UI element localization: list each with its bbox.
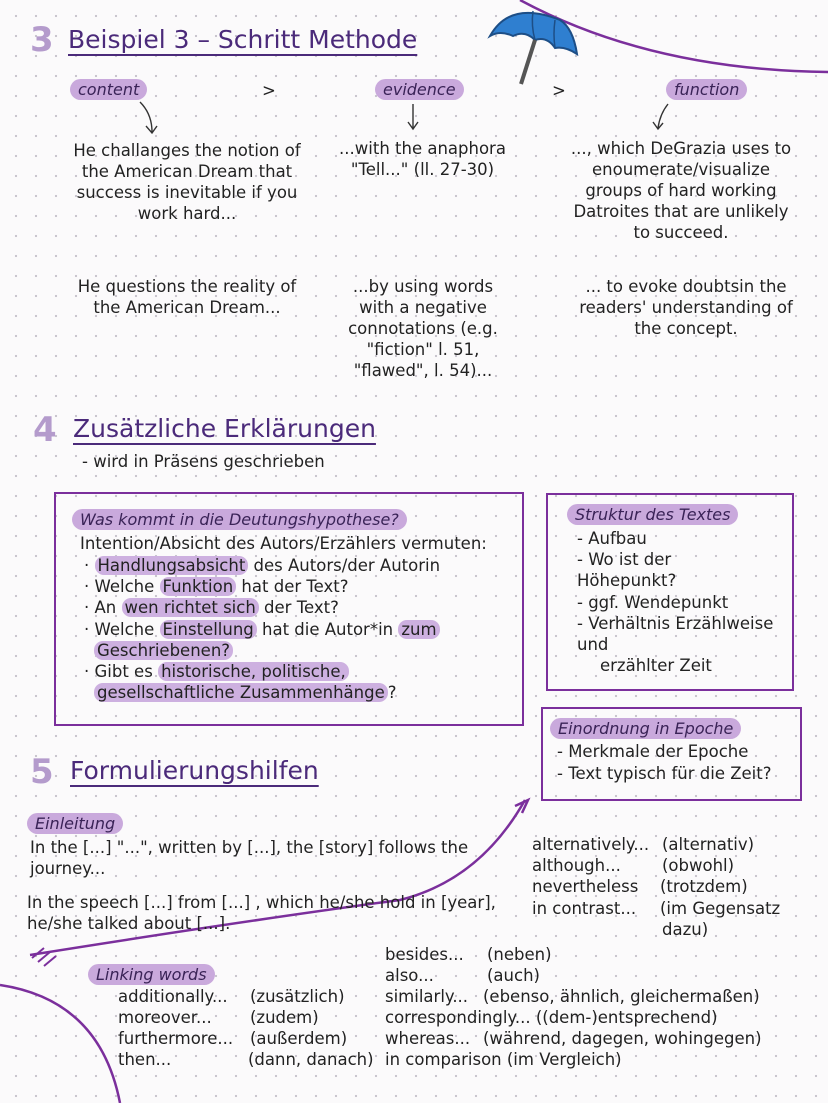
linking-label: Linking words: [88, 964, 215, 985]
struktur-item: - Wo ist der: [577, 550, 672, 569]
deutung-text: hat der Text?: [236, 577, 349, 596]
struktur-item: erzählter Zeit: [600, 656, 712, 675]
row2-content: He questions the reality of the American Dream...: [77, 277, 297, 317]
link-mid-meaning: (auch): [487, 966, 540, 985]
einleitung-p2: In the speech [...] from [...] , which he/she hold in [year], he/she talked about [...].: [27, 893, 496, 933]
hl-einstellung: Einstellung: [160, 620, 257, 639]
section-number-3: 3: [30, 20, 54, 60]
deutung-item-4b: [94, 640, 233, 661]
umbrella-icon: [485, 6, 580, 88]
hl-funktion: Funktion: [160, 577, 237, 596]
struktur-item: Höhepunkt?: [577, 571, 677, 590]
row1-content: He challanges the notion of the American Dream that success is inevitable if you work hard...: [73, 141, 301, 223]
link-right-word: although...: [532, 856, 621, 875]
row2-function: ... to evoke doubtsin the readers' understanding of the concept.: [579, 277, 793, 338]
row2-evidence: ...by using words with a negative connotations (e.g. "fiction" l. 51, "flawed", l. 54)...: [348, 277, 498, 380]
row1-evidence: ...with the anaphora "Tell..." (ll. 27-30): [339, 139, 506, 179]
deutung-title: Was kommt in die Deutungshypothese?: [72, 509, 407, 530]
section-title-5: Formulierungshilfen: [70, 756, 319, 785]
hl-zum: zum: [398, 620, 439, 639]
einleitung-label: Einleitung: [27, 813, 123, 834]
arrow-2: >: [552, 81, 566, 100]
link-mid-word: correspondingly... ((dem-)entsprechend): [385, 1008, 718, 1027]
link-left-meaning: (dann, danach): [248, 1050, 374, 1069]
deutung-text: der Text?: [258, 598, 339, 617]
einleitung-p1: In the [...] "...", written by [...], the [story] follows the journey...: [30, 838, 469, 878]
link-mid-word: similarly...: [385, 987, 469, 1006]
deutung-text: ?: [387, 683, 397, 702]
link-right-word: alternatively...: [532, 835, 650, 854]
section-number-5: 5: [30, 752, 54, 792]
column-label-function: function: [666, 79, 747, 100]
column-label-evidence: evidence: [375, 79, 464, 100]
deutung-text: hat die Autor*in: [256, 620, 399, 639]
hl-handlungsabsicht: Handlungsabsicht: [95, 556, 249, 575]
row1-function: ..., which DeGrazia uses to enoumerate/visualize groups of hard working Datroites that are unlikely to succeed.: [570, 139, 792, 242]
link-left-meaning: (zusätzlich): [250, 987, 345, 1006]
section-title-4: Zusätzliche Erklärungen: [73, 414, 376, 443]
deutung-text: Gibt es: [94, 662, 159, 681]
column-label-content: content: [70, 79, 147, 100]
link-right-meaning: (im Gegensatz: [660, 899, 781, 918]
deutung-text: An: [94, 598, 122, 617]
hl-gesellschaftliche: gesellschaftliche Zusammenhänge: [94, 683, 388, 702]
link-mid-word: besides...: [385, 945, 464, 964]
link-left-word: additionally...: [118, 987, 228, 1006]
link-mid-word: also...: [385, 966, 434, 985]
deutung-text: des Autors/der Autorin: [248, 556, 441, 575]
link-right-meaning: (trotzdem): [660, 877, 748, 896]
epoche-item: - Text typisch für die Zeit?: [557, 764, 772, 783]
link-right-word: in contrast...: [532, 899, 637, 918]
link-mid-word: whereas...: [385, 1029, 471, 1048]
hl-geschriebenen: Geschriebenen?: [94, 641, 233, 660]
down-arrows: [0, 98, 828, 138]
link-right-word: nevertheless: [532, 877, 639, 896]
link-left-word: then...: [118, 1050, 172, 1069]
arrow-1: >: [262, 81, 276, 100]
deutung-item-4: · Welche Einstellung hat die Autor*in zum: [84, 619, 440, 640]
link-left-meaning: (außerdem): [250, 1029, 348, 1048]
link-left-word: moreover...: [118, 1008, 212, 1027]
deutung-item-2: · Welche Funktion hat der Text?: [84, 577, 349, 596]
link-right-meaning: dazu): [662, 920, 709, 939]
struktur-title: Struktur des Textes: [567, 504, 738, 525]
section-title-3: Beispiel 3 – Schritt Methode: [68, 25, 418, 54]
deutung-item-5: · Gibt es historische, politische,: [84, 661, 349, 682]
link-mid-word: in comparison (im Vergleich): [385, 1050, 622, 1069]
epoche-title: Einordnung in Epoche: [550, 718, 741, 739]
struktur-item: - ggf. Wendepunkt: [577, 593, 729, 612]
section-number-4: 4: [33, 410, 57, 450]
struktur-item: - Verhältnis Erzählweise: [577, 614, 774, 633]
section4-note: - wird in Präsens geschrieben: [82, 452, 325, 471]
struktur-item: und: [577, 635, 609, 654]
hl-wen: wen richtet sich: [122, 598, 259, 617]
deutung-item-3: · An wen richtet sich der Text?: [84, 598, 339, 617]
link-mid-meaning: (während, dagegen, wohingegen): [483, 1029, 762, 1048]
link-mid-meaning: (ebenso, ähnlich, gleichermaßen): [483, 987, 760, 1006]
link-mid-meaning: (neben): [487, 945, 552, 964]
epoche-item: - Merkmale der Epoche: [557, 742, 749, 761]
link-right-meaning: (obwohl): [662, 856, 735, 875]
hl-historische: historische, politische,: [158, 662, 349, 681]
deutung-item-5b: [94, 682, 397, 703]
link-left-word: furthermore...: [118, 1029, 234, 1048]
deutung-text: Welche: [94, 620, 160, 639]
struktur-item: - Aufbau: [577, 529, 647, 548]
deutung-text: Welche: [94, 577, 160, 596]
link-left-meaning: (zudem): [250, 1008, 319, 1027]
deutung-item-1: · Handlungsabsicht des Autors/der Autorin: [84, 556, 441, 575]
deutung-intro: Intention/Absicht des Autors/Erzählers vermuten:: [80, 534, 487, 553]
link-right-meaning: (alternativ): [662, 835, 755, 854]
